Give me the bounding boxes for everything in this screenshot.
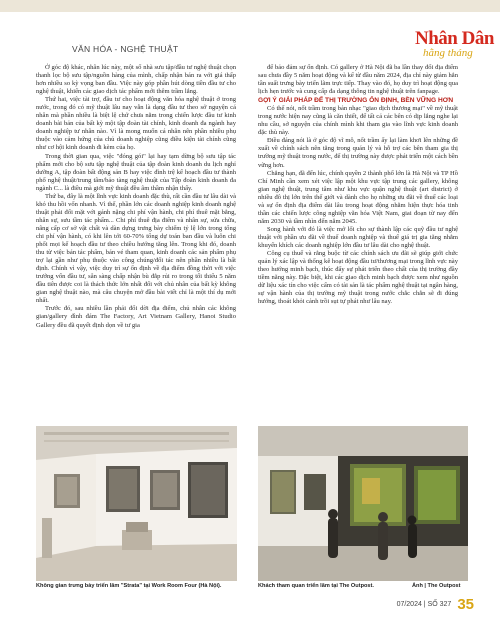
paragraph: Song hành với đó là việc mở lối cho sự thành lập các quỹ đầu tư nghệ thuật với phần ưu đãi về thuế doanh nghiệp và thuế giá trị gia tăng nhằm khuyến khích các doanh nghiệp lớn đầu tư lâu dài cho nghệ thuật. — [258, 225, 458, 249]
paragraph: Điều đáng nói là ở góc độ vĩ mô, nốt trầm ấy lại làm khơi lên những đề xuất về chính sách nên tăng trong quán lý và hỗ trợ các bên tham gia thị trường mỹ thuật trong nước, để thị trường này được phát triển một cách bền vững hơn. — [258, 137, 458, 169]
photo-credit: Ảnh | The Outpost — [412, 583, 461, 589]
photo-caption-left: Không gian trưng bày triển lãm "Strata" tại Work Room Four (Hà Nội). — [36, 583, 222, 589]
page-footer — [397, 596, 474, 613]
page-number: 35 — [457, 596, 474, 613]
paragraph: Có thể nói, nốt trầm trong bản nhạc "giao dịch thương mại" về mỹ thuật trong nước hiện nay cũng là căn thiết, để tất cả các bên có dịp lắng nghe lại nhu cầu, sở nguyện của chính mình khi tham gia vào lĩnh vực kinh doanh đặc thù này. — [258, 105, 458, 137]
paragraph: Thứ ba, đây là một lĩnh vực kinh doanh đặc thù, rất cần đầu tư lâu dài và khó thu hồi vốn nhanh. Vì thế, phần lớn các doanh nghiệp kinh doanh nghệ thuật phải đối mặt với gánh nặng chi phí vận hành, chi phí thuê mặt bằng, nhân sự, sưu tầm tác phẩm... Chi phí thuê địa điểm và nhân sự, sửa chữa, nâng cấp cơ sở vật chất và dàn dựng trưng bày chiếm tỷ lệ lớn trong tổng chi phí vận hành, có khi lên tới 60-70% tổng dự toán ban đầu và luôn chi phối mọi kế hoạch đầu tư theo chiều hướng tăng lên. Trong khi đó, doanh thu từ việc bán tác phẩm, bán vé tham quan, kinh doanh các sản phẩm phụ trợ lại gần như phụ thuộc vào công chúng/đối tác nên phần nhiều là bất định. Chính vì vậy, việc duy trì sự ổn định về địa điểm đồng thời với việc trưởng vốn đầu tư, sẵn sàng chấp nhận bù đắp rủi ro trong tối thiểu 5 năm đầu tiên được coi là thách thức lớn nhất đối với chủ nhân của bất kỳ không gian nghệ thuật nào, mà câu chuyện mở đầu bài viết chỉ là một thí dụ mới nhất. — [36, 192, 236, 305]
logo-brand: Nhân Dân — [415, 28, 494, 49]
paragraph: Công cụ thuế và rằng buộc từ các chính sách ưu đãi sẽ giúp giới chức quản lý xác lập và thống kê hoạt động đầu tư/thương mại trong lĩnh vực này theo hướng minh bạch, thúc đẩy sự phát triển theo chất của thị trường đầy tiềm năng này. Đặc biệt, khi các giao dịch minh bạch được xem như nguồn dữ liệu xác tín cho việc cấm có tài sản là tác phẩm nghệ thuật tại ngân hàng, sự vận hành của thị trường mỹ thuật trong nước chắc chắn sẽ đi đúng hướng, thoát khỏi cảnh trồi sụt tự phát như lâu nay. — [258, 250, 458, 306]
top-band — [0, 0, 500, 12]
exhibition-photo-outpost — [258, 426, 468, 581]
paragraph: Chẳng hạn, đã đến lúc, chính quyền 2 thành phố lớn là Hà Nội và TP Hồ Chí Minh cần xem xét việc lập một khu vực tập trung các gallery, không gian nghệ thuật, trung tâm như khu vực quận nghệ thuật (art district) ở nhiều đô thị lớn trên thế giới và dành cho họ những ưu đãi về thuế các loại và sự ổn định địa điểm dài lâu trong hoạt động nhằm hiện thực hóa tinh thần các chiến lược công nghiệp văn hóa Việt Nam, giai đoạn từ nay đến năm 2030 và tầm nhìn đến năm 2045. — [258, 169, 458, 225]
issue-label: 07/2024 | SỐ 327 — [396, 601, 452, 608]
section-subheading: GỢI Ý GIẢI PHÁP ĐỂ THỊ TRƯỜNG ỔN ĐỊNH, BỀN VỮNG HƠN — [258, 97, 454, 105]
paragraph: Trong thời gian qua, việc "đóng gói" lại hay tạm dừng bộ sưu tập tác phẩm mới cho bộ sưu tập nghệ thuật của tập đoàn kinh doanh du lịch nghỉ dưỡng A, tập đoàn bất động sản B hay việc đình trệ kế hoạch đầu tư thành phố nghệ thuật/trung tâm/bảo tàng nghệ thuật của Tập đoàn kinh doanh đa ngành C... là điều mà giới mỹ thuật đều âm thầm nhận thấy. — [36, 152, 236, 192]
exhibition-photo-strata — [36, 426, 237, 581]
section-label: VĂN HÓA - NGHỆ THUẬT — [72, 44, 179, 54]
right-column — [258, 64, 458, 306]
photo-caption-right: Khách tham quan triển lãm tại The Outpost. — [258, 583, 374, 589]
publication-logo — [415, 28, 494, 66]
paragraph: Ở góc độ khác, nhân lúc này, một số nhà sưu tập/đầu tư nghệ thuật chọn thanh lọc bộ sưu tập/nguồn hàng của mình, chấp nhận bán ra với giá thấp hơn nhiều so kỳ vọng ban đầu. Việc này góp phần hút dòng tiền đầu tư cho nghệ thuật, khiến các giao dịch tác phẩm mới thêm trầm lắng. — [36, 64, 236, 96]
paragraph: Trước đó, sau nhiều lần phải đổi dời địa điểm, chủ nhân các không gian/gallery đình đám The Factory, Art Vietnam Gallery, Hanoi Studio Gallery đều đã quyết định dọn về tư gia — [36, 305, 236, 329]
paragraph: Thứ hai, việc tài trợ, đầu tư cho hoạt động văn hóa nghệ thuật ở trong nước, trong đó có mỹ thuật lâu nay vẫn là dạng đầu tư theo sở nguyện cá nhân mà phần nhiều là biệt lệ chứ chưa nằm trong chiến lược đầu tư kinh doanh bài bản của bất kỳ một tập đoàn tài chính, kinh doanh đa ngành hay doanh nghiệp tư nhân nào. Vì là mong muốn cá nhân nên phần nhiều phụ thuộc vào cảm hứng của chủ doanh nghiệp cũng điều kiện tài chính cũng như cơ hội kinh doanh đi kèm của họ. — [36, 96, 236, 152]
paragraph: để bảo đảm sự ổn định. Có gallery ở Hà Nội đã ba lần thay đổi địa điểm sau chưa đầy 5 năm hoạt động và kể từ đầu năm 2024, địa chỉ này giảm hẳn tần suất trưng bày triển lãm trực tiếp. Thay vào đó, họ duy trì hoạt động qua lịch hẹn trước và cung cấp đa dạng thông tin nghệ thuật trên fanpage. — [258, 64, 458, 96]
logo-subtitle: hằng tháng — [423, 47, 473, 59]
left-column — [36, 64, 236, 330]
